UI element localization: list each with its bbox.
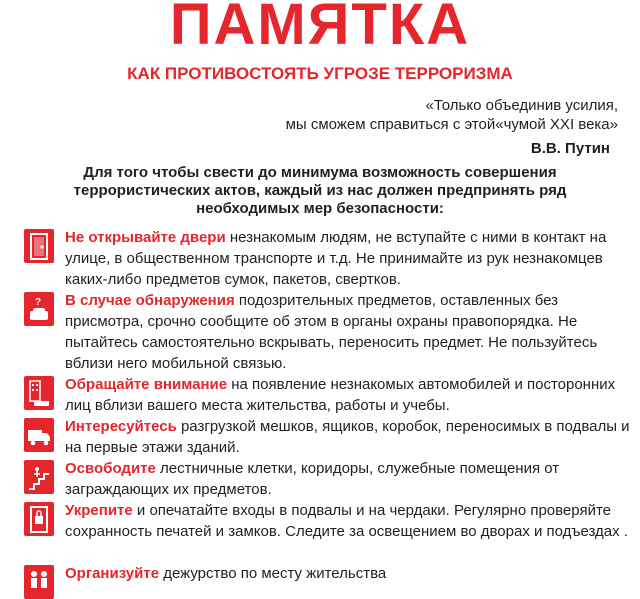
- phone-icon: [24, 292, 54, 326]
- item-text: на появление незнакомых автомобилей и посторонних лиц вблизи вашего места жительства, работы и учебы.: [65, 376, 616, 414]
- patrol-icon: [24, 565, 54, 599]
- item-text: и опечатайте входы в подвалы и на чердаки. Регулярно проверяйте сохранность печатей и замков. Следите за освещением во дворах и подъездах .: [65, 502, 628, 540]
- item-lead: Организуйте: [65, 565, 160, 582]
- truck-icon: [24, 418, 54, 452]
- item-text: незнакомым людям, не вступайте с ними в контакт на улице, в общественном транспорте и т.д. Не принимайте из рук незнакомцев каких-либо предметов сумок, пакетов, свертков.: [65, 229, 607, 288]
- quote: [138, 96, 618, 134]
- item-text: лестничные клетки, коридоры, служебные помещения от заграждающих их предметов.: [65, 460, 560, 498]
- quote-author: В.В. Путин: [530, 140, 610, 157]
- page-title: ПАМЯТКА: [169, 0, 471, 57]
- item-text: разгрузкой мешков, ящиков, коробок, переносимых в подвалы и на первые этажи зданий.: [65, 418, 630, 456]
- list-item: [22, 227, 632, 290]
- quote-line-2: мы сможем справиться с этой«чумой XXI века»: [285, 116, 618, 133]
- safety-tips-list: [22, 227, 632, 584]
- quote-line-1: «Только объединив усилия,: [425, 97, 618, 114]
- list-item: [22, 458, 632, 500]
- building-car-icon: [24, 376, 54, 410]
- list-item: [22, 290, 632, 374]
- sealed-door-icon: [24, 502, 54, 536]
- item-lead: В случае обнаружения: [65, 292, 235, 309]
- svg-text:?: ?: [35, 297, 42, 308]
- intro-text: Для того чтобы свести до минимума возможность совершения террористических актов, каждый из нас должен предпринять ряд необходимых мер безопасности:: [73, 164, 567, 217]
- item-text: подозрительных предметов, оставленных без присмотра, срочно сообщите об этом в органы охраны правопорядка. Не пытайтесь самостоятельно вскрывать, переносить предмет. Не пользуйтесь вблизи него мобильной связью.: [65, 292, 598, 372]
- item-lead: Обращайте внимание: [65, 376, 228, 393]
- list-item: [22, 374, 632, 416]
- door-icon: [24, 229, 54, 263]
- item-lead: Освободите: [65, 460, 156, 477]
- stairs-icon: [24, 460, 54, 494]
- item-text: дежурство по месту жительства: [159, 565, 387, 582]
- list-item: [22, 500, 632, 563]
- list-item: [22, 416, 632, 458]
- item-lead: Интересуйтесь: [65, 418, 177, 435]
- page-subtitle: КАК ПРОТИВОСТОЯТЬ УГРОЗЕ ТЕРРОРИЗМА: [127, 64, 513, 83]
- item-lead: Не открывайте двери: [65, 229, 226, 246]
- item-lead: Укрепите: [65, 502, 133, 519]
- list-item: [22, 563, 632, 584]
